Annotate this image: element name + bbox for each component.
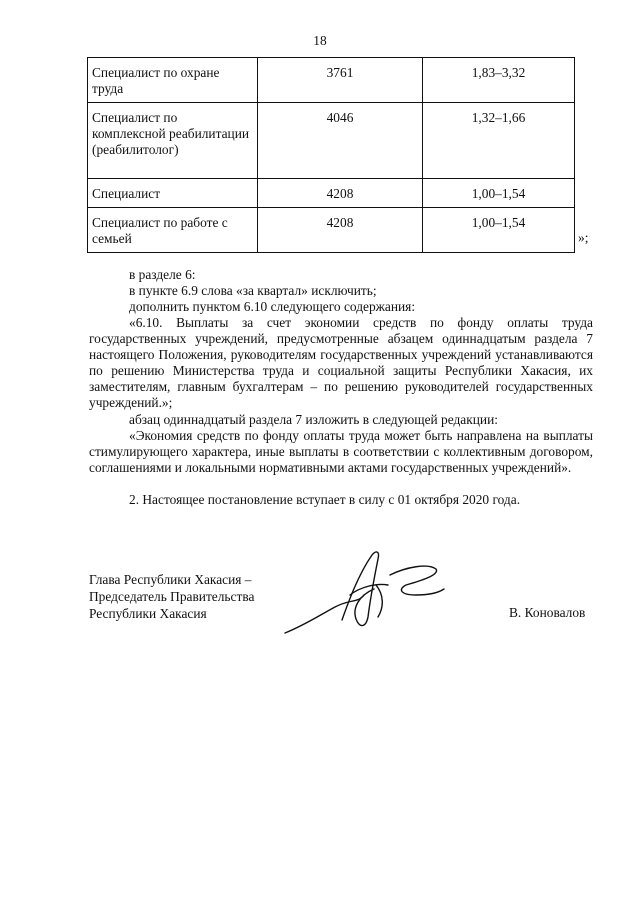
coefficient-cell: 1,00–1,54 xyxy=(423,208,575,253)
position-cell: Специалист по охране труда xyxy=(88,58,258,103)
signatory-title-line: Глава Республики Хакасия – xyxy=(89,572,252,587)
table-row xyxy=(88,103,575,179)
page-number: 18 xyxy=(313,33,327,48)
paragraph: дополнить пунктом 6.10 следующего содержания: xyxy=(129,299,416,314)
signatory-title-line: Председатель Правительства xyxy=(89,589,255,604)
paragraph: в разделе 6: xyxy=(129,267,196,282)
salary-cell: 4208 xyxy=(258,179,423,208)
closing-quote: »; xyxy=(578,230,589,245)
paragraph: абзац одиннадцатый раздела 7 изложить в следующей редакции: xyxy=(129,412,498,427)
table-row xyxy=(88,179,575,208)
salary-cell: 4208 xyxy=(258,208,423,253)
coefficient-cell: 1,32–1,66 xyxy=(423,103,575,179)
table-row xyxy=(88,58,575,103)
position-cell: Специалист по комплексной реабилитации (реабилитолог) xyxy=(88,103,258,179)
salary-table xyxy=(87,57,575,253)
salary-cell: 3761 xyxy=(258,58,423,103)
coefficient-cell: 1,83–3,32 xyxy=(423,58,575,103)
signatory-name: В. Коновалов xyxy=(509,605,586,620)
signatory-title-line: Республики Хакасия xyxy=(89,606,207,621)
position-cell: Специалист xyxy=(88,179,258,208)
table-row xyxy=(88,208,575,253)
paragraph: «Экономия средств по фонду оплаты труда может быть направлена на выплаты стимулирующего характера, иные выплаты в соответствии с коллективным договором, соглашениями и локальными нормативными актами государственных учреждений». xyxy=(89,428,593,475)
coefficient-cell: 1,00–1,54 xyxy=(423,179,575,208)
position-cell: Специалист по работе с семьей xyxy=(88,208,258,253)
handwritten-signature xyxy=(280,545,450,645)
paragraph: 2. Настоящее постановление вступает в силу с 01 октября 2020 года. xyxy=(129,492,521,507)
signatory-title xyxy=(89,571,254,622)
salary-cell: 4046 xyxy=(258,103,423,179)
paragraph: «6.10. Выплаты за счет экономии средств по фонду оплаты труда государственных учреждений, предусмотренные абзацем одиннадцатым раздела 7 настоящего Положения, руководителям государственных учреждений устанавливаются по решению Министерства труда и социальной защиты Республики Хакасия, их заместителям, главным бухгалтерам – по решению руководителей государственных учреждений.»; xyxy=(89,315,593,410)
paragraph: в пункте 6.9 слова «за квартал» исключить; xyxy=(129,283,377,298)
